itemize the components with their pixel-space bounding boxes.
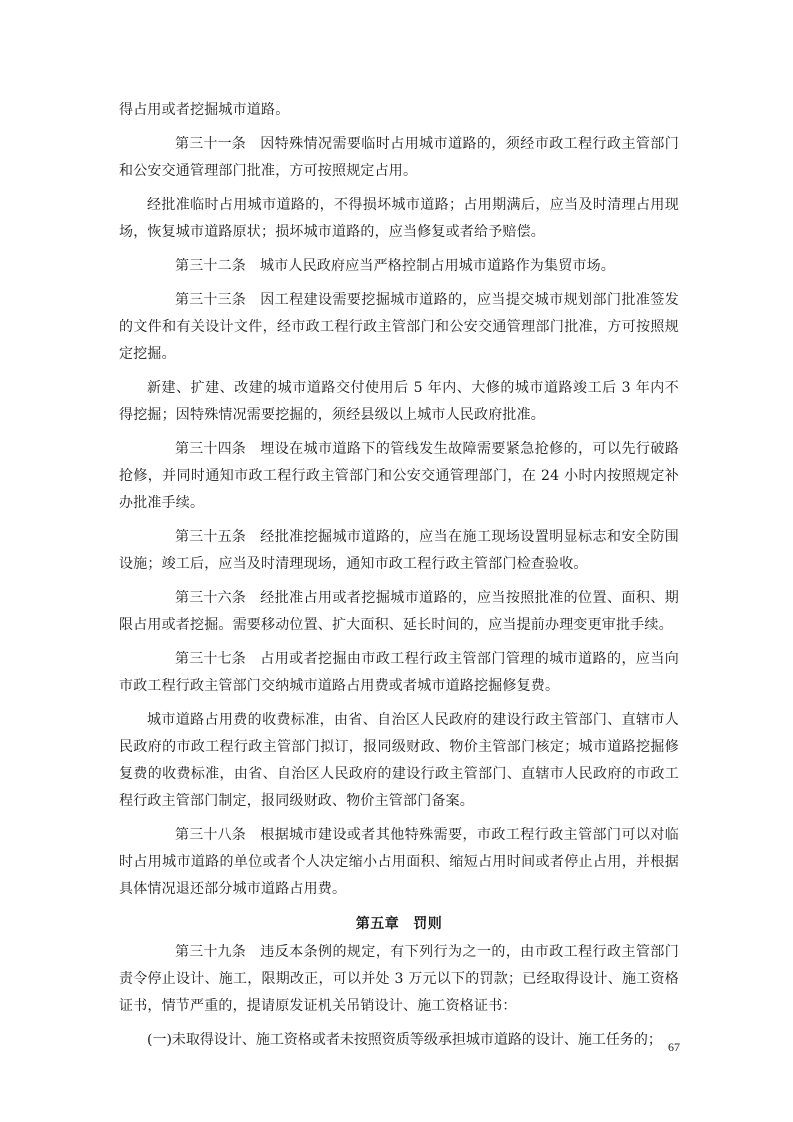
- article-text: 经批准挖掘城市道路的，应当在施工现场设置明显标志和安全防围设施；竣工后，应当及时清理现场，通知市政工程行政主管部门检查验收。: [119, 529, 679, 572]
- article-label: 第三十三条: [175, 292, 246, 308]
- article-33: [119, 287, 679, 368]
- article-label: 第三十二条: [175, 258, 246, 274]
- article-38: [119, 822, 679, 903]
- article-text: 经批准占用或者挖掘城市道路的，应当按照批准的位置、面积、期限占用或者挖掘。需要移动位置、扩大面积、延长时间的，应当提前办理变更审批手续。: [119, 590, 679, 633]
- article-39: [119, 939, 679, 1020]
- chapter-number: 第五章: [355, 916, 400, 932]
- article-31-paragraph-2: 经批准临时占用城市道路的，不得损坏城市道路；占用期满后，应当及时清理占用现场，恢复城市道路原状；损坏城市道路的，应当修复或者给予赔偿。: [119, 197, 679, 240]
- article-text: 因工程建设需要挖掘城市道路的，应当提交城市规划部门批准签发的文件和有关设计文件，经市政工程行政主管部门和公安交通管理部门批准，方可按照规定挖掘。: [119, 292, 679, 362]
- article-label: 第三十四条: [175, 441, 246, 457]
- article-text: 因特殊情况需要临时占用城市道路的，须经市政工程行政主管部门和公安交通管理部门批准，方可按照规定占用。: [119, 136, 679, 179]
- article-35: [119, 524, 679, 578]
- article-label: 第三十七条: [175, 651, 246, 667]
- article-text: 根据城市建设或者其他特殊需要，市政工程行政主管部门可以对临时占用城市道路的单位或者个人决定缩小占用面积、缩短占用时间或者停止占用，并根据具体情况退还部分城市道路占用费。: [119, 827, 679, 897]
- article-label: 第三十九条: [175, 944, 246, 960]
- article-31: [119, 131, 679, 185]
- chapter-title: 罚则: [413, 916, 443, 932]
- article-text: 占用或者挖掘由市政工程行政主管部门管理的城市道路的，应当向市政工程行政主管部门交纳城市道路占用费或者城市道路挖掘修复费。: [119, 651, 679, 694]
- article-label: 第三十五条: [175, 529, 246, 545]
- article-label: 第三十八条: [175, 827, 246, 843]
- article-37: [119, 646, 679, 700]
- chapter-heading: [119, 912, 679, 936]
- article-label: 第三十一条: [175, 136, 246, 152]
- continued-paragraph: 得占用或者挖掘城市道路。: [119, 102, 290, 118]
- article-36: [119, 585, 679, 639]
- article-37-paragraph-2: 城市道路占用费的收费标准，由省、自治区人民政府的建设行政主管部门、直辖市人民政府的市政工程行政主管部门拟订，报同级财政、物价主管部门核定；城市道路挖掘修复费的收费标准，由省、自治区人民政府的建设行政主管部门、直辖市人民政府的市政工程行政主管部门制定，报同级财政、物价主管部门备案。: [119, 712, 679, 809]
- document-body: [119, 97, 679, 1054]
- article-34: [119, 436, 679, 517]
- article-text: 违反本条例的规定，有下列行为之一的，由市政工程行政主管部门责令停止设计、施工，限期改正，可以并处 3 万元以下的罚款；已经取得设计、施工资格证书，情节严重的，提请原发证机关吊销设计、施工资格证书：: [119, 944, 679, 1014]
- article-label: 第三十六条: [175, 590, 246, 606]
- list-item: (一)未取得设计、施工资格或者未按照资质等级承担城市道路的设计、施工任务的；: [147, 1032, 662, 1048]
- article-33-paragraph-2: 新建、扩建、改建的城市道路交付使用后 5 年内、大修的城市道路竣工后 3 年内不得挖掘；因特殊情况需要挖掘的，须经县级以上城市人民政府批准。: [119, 380, 679, 423]
- article-text: 埋设在城市道路下的管线发生故障需要紧急抢修的，可以先行破路抢修，并同时通知市政工程行政主管部门和公安交通管理部门，在 24 小时内按照规定补办批准手续。: [119, 441, 679, 511]
- page-number: 67: [668, 1040, 680, 1054]
- article-text: 城市人民政府应当严格控制占用城市道路作为集贸市场。: [260, 258, 615, 274]
- article-32: [119, 253, 679, 280]
